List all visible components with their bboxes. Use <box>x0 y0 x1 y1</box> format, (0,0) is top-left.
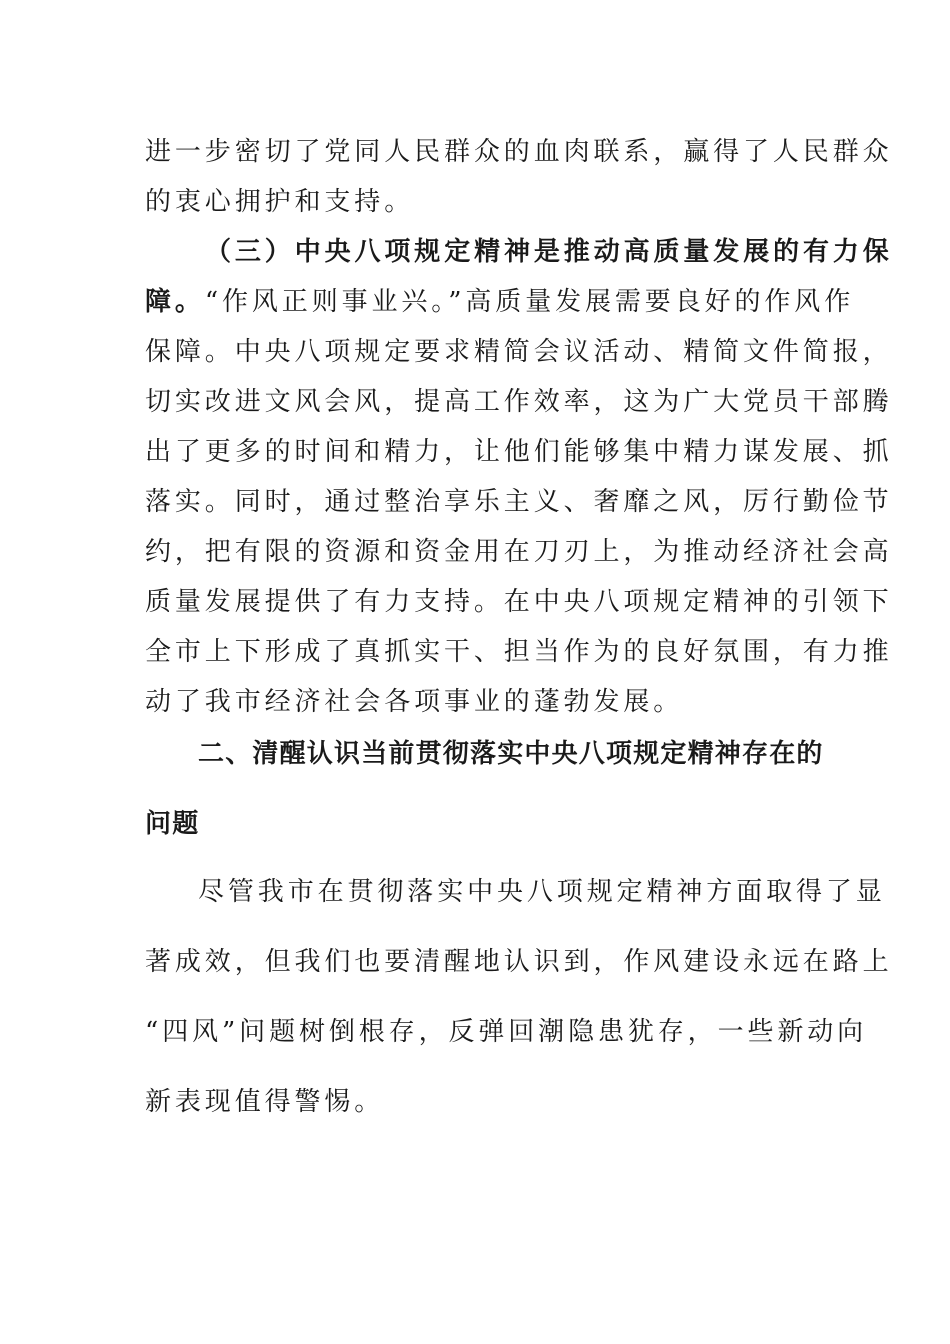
paragraph-line: 出了更多的时间和精力，让他们能够集中精力谋发展、抓 <box>145 437 893 467</box>
paragraph-line: 切实改进文风会风，提高工作效率，这为广大党员干部腾 <box>145 387 893 417</box>
paragraph-line: 质量发展提供了有力支持。在中央八项规定精神的引领下 <box>145 587 893 617</box>
paragraph-line: 的衷心拥护和支持。 <box>145 187 415 217</box>
paragraph-text: “作风正则事业兴。”高质量发展需要良好的作风作 <box>204 287 855 317</box>
paragraph-line: 全市上下形成了真抓实干、担当作为的良好氛围，有力推 <box>145 637 893 667</box>
section-title-line: （三）中央八项规定精神是推动高质量发展的有力保 <box>205 237 893 267</box>
paragraph-line: 保障。中央八项规定要求精简会议活动、精简文件简报， <box>145 337 893 367</box>
chapter-heading-continuation: 问题 <box>145 809 200 839</box>
paragraph-line: 动了我市经济社会各项事业的蓬勃发展。 <box>145 687 684 717</box>
paragraph-line: 落实。同时，通过整治享乐主义、奢靡之风，厉行勤俭节 <box>145 487 893 517</box>
paragraph-line: “四风”问题树倒根存，反弹回潮隐患犹存，一些新动向 <box>145 1017 868 1047</box>
paragraph-line: 新表现值得警惕。 <box>145 1087 385 1117</box>
paragraph-line <box>145 287 855 317</box>
section-title-end: 障。 <box>145 287 205 317</box>
paragraph-line: 著成效，但我们也要清醒地认识到，作风建设永远在路上 <box>145 947 893 977</box>
paragraph-line: 约，把有限的资源和资金用在刀刃上，为推动经济社会高 <box>145 537 893 567</box>
chapter-heading: 二、清醒认识当前贯彻落实中央八项规定精神存在的 <box>198 739 824 769</box>
paragraph-line: 进一步密切了党同人民群众的血肉联系，赢得了人民群众 <box>145 137 893 167</box>
paragraph-line: 尽管我市在贯彻落实中央八项规定精神方面取得了显 <box>198 877 886 907</box>
